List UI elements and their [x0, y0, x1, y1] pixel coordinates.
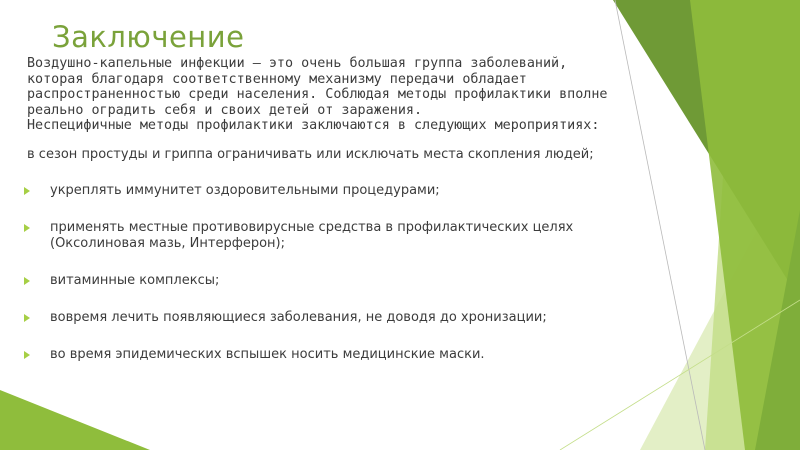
deco-left-bottom — [0, 390, 150, 450]
bullet-item — [24, 273, 219, 289]
bullet-text: витаминные комплексы; — [50, 273, 220, 288]
bullet-arrow-icon — [24, 187, 30, 195]
bullet-arrow-icon — [24, 314, 30, 322]
bullet-item — [24, 183, 440, 199]
bullet-arrow-icon — [24, 224, 30, 232]
bullet-arrow-icon — [24, 277, 30, 285]
intro-methods-line: Неспецифичные методы профилактики заключаются в следующих мероприятиях: — [27, 118, 600, 133]
bullet-item — [24, 220, 604, 252]
lead-item: в сезон простуды и гриппа ограничивать или исключать места скопления людей; — [27, 147, 594, 162]
bullet-text: вовремя лечить появляющиеся заболевания, не доводя до хронизации; — [50, 310, 547, 325]
bullet-text: применять местные противовирусные средства в профилактических целях (Оксолиновая мазь, Интерферон); — [50, 220, 574, 251]
bullet-item — [24, 347, 485, 363]
slide-title: Заключение — [52, 20, 245, 54]
bullet-arrow-icon — [24, 351, 30, 359]
bullet-text: укреплять иммунитет оздоровительными процедурами; — [50, 183, 440, 198]
bullet-item — [24, 310, 547, 326]
bullet-text: во время эпидемических вспышек носить медицинские маски. — [50, 347, 485, 362]
intro-paragraph — [27, 56, 627, 134]
intro-text: Воздушно-капельные инфекции – это очень большая группа заболеваний, которая благодаря соответственному механизму передачи обладает распространенностью среди населения. Соблюдая методы профилактики вполне реально оградить себя и своих детей от заражения. — [27, 56, 608, 118]
